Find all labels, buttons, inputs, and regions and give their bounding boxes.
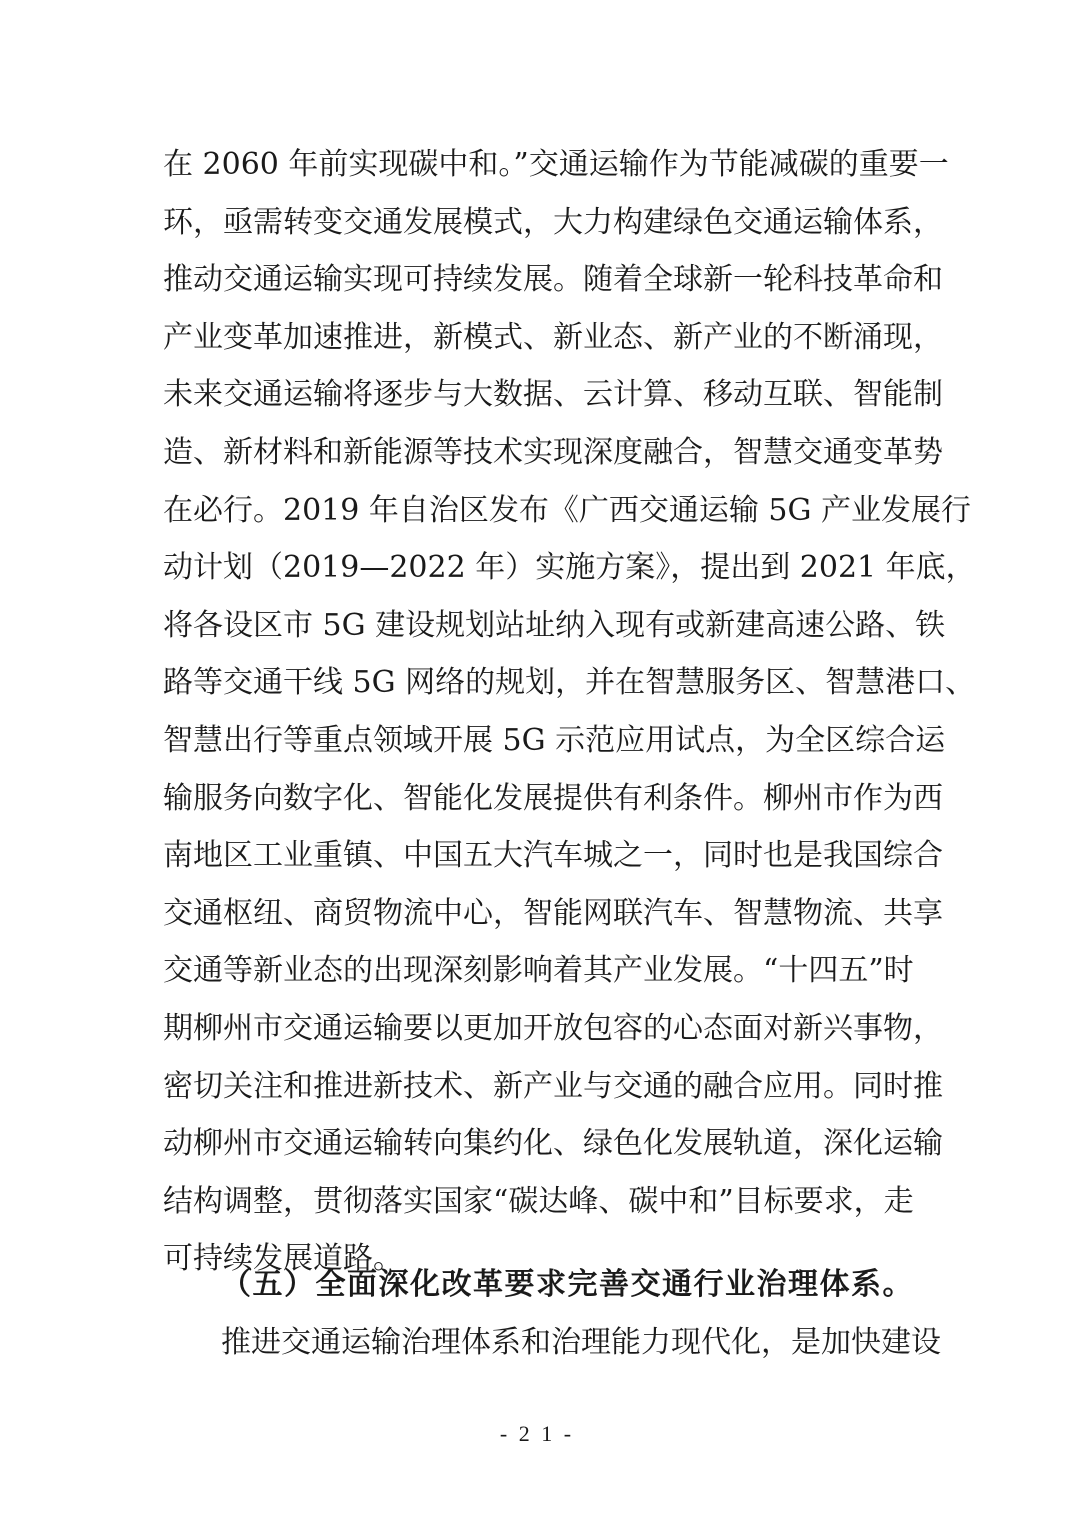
next-paragraph-line: 推进交通运输治理体系和治理能力现代化，是加快建设: [221, 1325, 941, 1360]
text-line: 路等交通干线 5G 网络的规划，并在智慧服务区、智慧港口、: [163, 665, 976, 701]
text-line: 密切关注和推进新技术、新产业与交通的融合应用。同时推: [163, 1068, 943, 1104]
text-line: 产业变革加速推进，新模式、新业态、新产业的不断涌现，: [163, 319, 943, 355]
text-line: 结构调整，贯彻落实国家“碳达峰、碳中和”目标要求，走: [163, 1183, 914, 1219]
text-line: 输服务向数字化、智能化发展提供有利条件。柳州市作为西: [163, 780, 943, 816]
text-line: 推动交通运输实现可持续发展。随着全球新一轮科技革命和: [163, 262, 943, 298]
text-line: 期柳州市交通运输要以更加开放包容的心态面对新兴事物，: [163, 1010, 943, 1046]
text-line: 在必行。2019 年自治区发布《广西交通运输 5G 产业发展行: [163, 492, 972, 528]
text-line: 交通枢纽、商贸物流中心，智能网联汽车、智慧物流、共享: [163, 895, 943, 931]
page-number: - 2 1 -: [499, 1421, 575, 1446]
text-line: 交通等新业态的出现深刻影响着其产业发展。“十四五”时: [163, 953, 914, 989]
text-line: 在 2060 年前实现碳中和。”交通运输作为节能减碳的重要一: [163, 147, 949, 182]
text-line: 智慧出行等重点领域开展 5G 示范应用试点，为全区综合运: [163, 722, 946, 758]
text-line: 动计划（2019—2022 年）实施方案》，提出到 2021 年底，: [163, 550, 976, 586]
text-line: 可持续发展道路。: [163, 1241, 403, 1277]
text-line: 未来交通运输将逐步与大数据、云计算、移动互联、智能制: [163, 377, 943, 413]
text-line: 将各设区市 5G 建设规划站址纳入现有或新建高速公路、铁: [163, 607, 946, 643]
section-heading: （五）全面深化改革要求完善交通行业治理体系。: [221, 1267, 914, 1302]
text-line: 造、新材料和新能源等技术实现深度融合，智慧交通变革势: [163, 434, 943, 470]
text-line: 南地区工业重镇、中国五大汽车城之一，同时也是我国综合: [163, 838, 943, 874]
body-paragraph: [163, 136, 976, 1288]
text-line: 环，亟需转变交通发展模式，大力构建绿色交通运输体系，: [163, 204, 943, 240]
text-line: 动柳州市交通运输转向集约化、绿色化发展轨道，深化运输: [163, 1126, 943, 1162]
